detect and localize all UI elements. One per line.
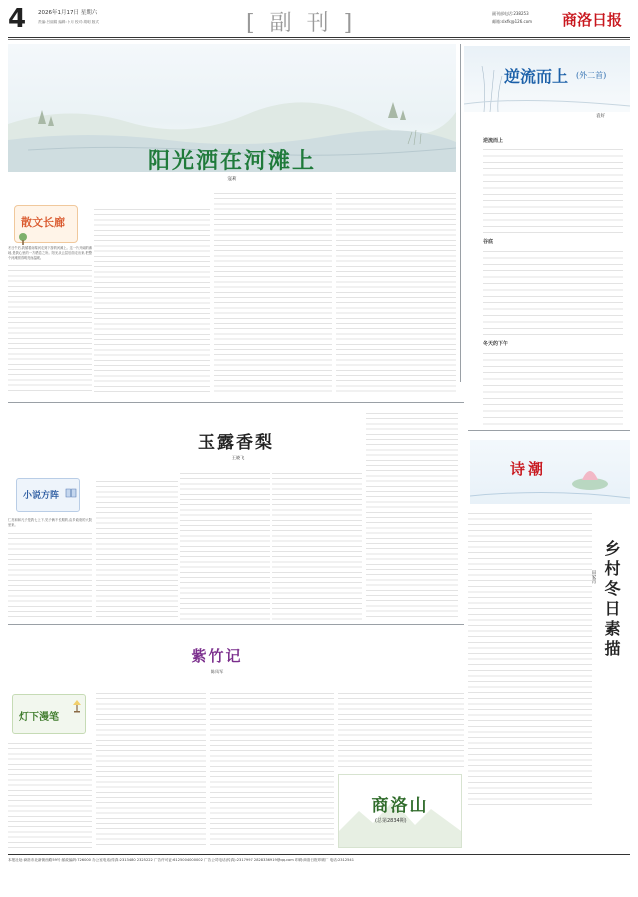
side-article-title [600, 540, 624, 680]
story-col2 [96, 478, 178, 620]
lamp-icon [71, 698, 83, 712]
side-article-author-text: 田家肖 [591, 570, 596, 584]
side-article-title-text: 乡村冬日素描 [602, 540, 621, 660]
essay-col1 [8, 740, 92, 848]
poem-title: 逆流而上 [504, 67, 569, 86]
column-badge-poetry [470, 440, 630, 504]
story-body: 仁亮和和凡子是我七上下,见子俩不长期的,由乡政府的大院里来。 [8, 518, 92, 528]
essay-top-rule [8, 624, 464, 625]
column-badge-prose [14, 205, 78, 243]
masthead [0, 0, 638, 38]
main-article-body: 冬日午后,我循着南秦河走到下游的河滩上。这一片开阔的滩地,是我心里的一方栖息之所。阳光从云层后面走出来,把整个河滩照得明亮而温暖。 [8, 246, 92, 261]
column-badge-story-label: 小说方阵 [23, 491, 60, 501]
story-title: 玉露香梨 [198, 433, 274, 453]
main-article-col1-lines [8, 262, 92, 394]
issue-date: 2026年1月17日 星期六 [38, 10, 98, 16]
poem-author: 袁好 [596, 114, 605, 119]
contact-phone: 副刊部电话:238253 [492, 11, 529, 16]
story-top-rule [8, 402, 464, 403]
lotus-illustration [470, 440, 630, 504]
essay-col4 [338, 690, 464, 768]
header-rule [8, 37, 630, 38]
book-icon [65, 483, 77, 493]
poem-header [464, 46, 630, 112]
main-article-author: 寇莉 [227, 177, 237, 182]
section-title: [ 副 刊 ] [246, 11, 357, 36]
side-top-rule [468, 430, 630, 431]
story-col1-lines [8, 530, 92, 620]
header-rule-thin [8, 39, 630, 40]
poem2-body [483, 248, 623, 336]
story-col4 [272, 470, 362, 620]
poem-subtitle: (外二首) [576, 71, 607, 80]
page-number: 4 [8, 4, 27, 34]
essay-col2 [96, 690, 206, 848]
main-article-title: 阳光洒在河滩上 [147, 148, 316, 172]
contact-email: 邮箱:slxfk@126.com [492, 19, 533, 24]
promo-box [338, 774, 462, 848]
column-divider-right [460, 44, 461, 382]
story-col5 [366, 410, 458, 620]
footer-rule [8, 854, 630, 855]
essay-author: 陈凤军 [210, 669, 224, 674]
essay-col3 [210, 690, 334, 848]
column-badge-essay [12, 694, 86, 734]
essay-title: 紫竹记 [191, 647, 243, 665]
side-article-author [590, 570, 600, 610]
poem2-title: 谷底 [483, 239, 494, 245]
main-article-title-area [8, 44, 456, 172]
column-badge-prose-label: 散文长廊 [21, 216, 65, 229]
editors: 责编:吕丽娟 编辑:卜月 校对:胡明 版式 [38, 20, 99, 24]
promo-title: 商洛山 [371, 796, 429, 816]
footer-text: 本报社址:商洛市北新街西路59号 邮政编码:726000 办公室电话/传真:2313480 2325222 广告许可证:6125004000002 广告公司电话(传真):2317997 2828336919@qq.com 印刷:商洛日报印刷厂 电话:2312541 [8, 858, 355, 862]
poem1-body [483, 146, 623, 234]
poem3-body [483, 350, 623, 426]
paper-logo: 商洛日报 [562, 11, 623, 29]
column-badge-essay-label: 灯下漫笔 [19, 712, 59, 723]
column-badge-poetry-label: 诗潮 [510, 460, 547, 478]
poem1-title: 逆流而上 [483, 138, 504, 144]
poem3-title: 冬天的下午 [483, 341, 509, 347]
promo-issue: (总第2834期) [375, 818, 407, 824]
tree-icon [17, 230, 29, 242]
main-article-col2 [94, 206, 210, 394]
main-article-col3 [214, 190, 332, 394]
side-article-body [468, 510, 592, 810]
main-article-col4 [336, 190, 456, 394]
story-col3 [180, 470, 270, 620]
column-badge-story [16, 478, 80, 512]
story-author: 王晓飞 [231, 455, 245, 460]
